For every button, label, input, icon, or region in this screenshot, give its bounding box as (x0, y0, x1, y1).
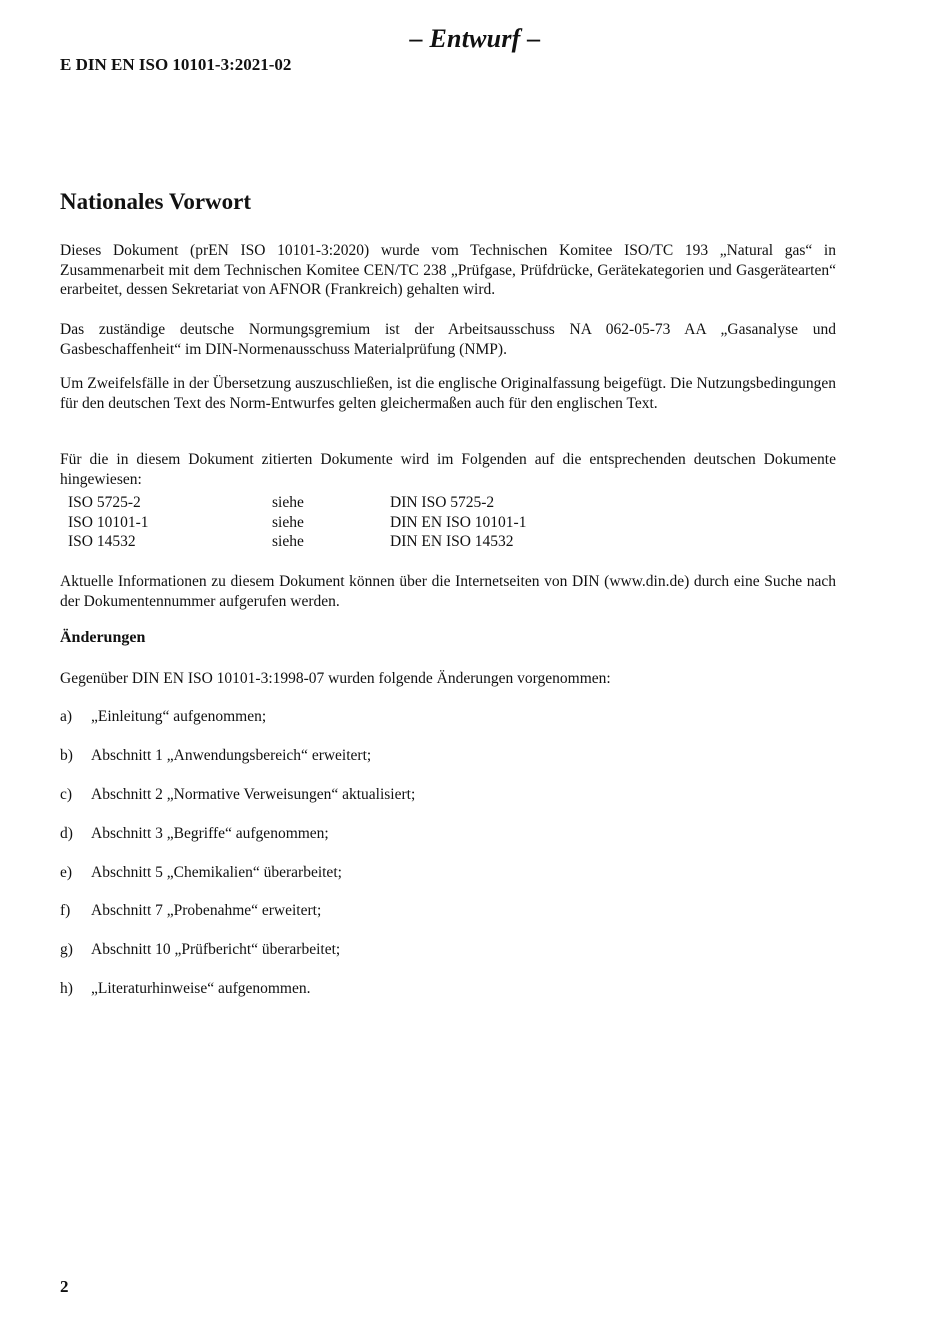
list-item-text: „Einleitung“ aufgenommen; (91, 708, 267, 725)
list-marker: e) (60, 864, 73, 881)
list-marker: f) (60, 902, 71, 919)
list-item-text: Abschnitt 2 „Normative Verweisungen“ aktualisiert; (91, 786, 416, 803)
list-marker: h) (60, 980, 73, 997)
table-row (68, 494, 526, 514)
table-row (68, 514, 526, 534)
paragraph-committee: Dieses Dokument (prEN ISO 10101-3:2020) wurde vom Technischen Komitee ISO/TC 193 „Natural gas“ in Zusammenarbeit mit dem Technischen Komitee CEN/TC 238 „Prüfgase, Prüfdrücke, Gerätekategorien und Gasgerätearten“ erarbeitet, dessen Sekretariat von AFNOR (Frankreich) gehalten wird. (60, 242, 836, 299)
reference-din-cell: DIN EN ISO 14532 (390, 533, 514, 551)
list-marker: c) (60, 786, 73, 803)
table-row (68, 533, 526, 553)
changes-heading: Änderungen (60, 629, 146, 646)
reference-see-cell: siehe (272, 513, 304, 531)
reference-iso-cell: ISO 5725-2 (68, 494, 141, 511)
reference-table (68, 494, 526, 553)
paragraph-standards-body: Das zuständige deutsche Normungsgremium ist der Arbeitsausschuss NA 062-05-73 AA „Gasanalyse und Gasbeschaffenheit“ im DIN-Normenausschuss Materialprüfung (NMP). (60, 321, 836, 358)
page-number: 2 (60, 1277, 69, 1296)
list-marker: a) (60, 708, 73, 725)
paragraph-online-info: Aktuelle Informationen zu diesem Dokument können über die Internetseiten von DIN (www.din.de) durch eine Suche nach der Dokumentennummer aufgerufen werden. (60, 573, 836, 610)
paragraph-references-intro: Für die in diesem Dokument zitierten Dokumente wird im Folgenden auf die entsprechenden deutschen Dokumente hingewiesen: (60, 451, 836, 488)
list-item-text: Abschnitt 5 „Chemikalien“ überarbeitet; (91, 864, 342, 881)
list-item-text: Abschnitt 1 „Anwendungsbereich“ erweitert; (91, 747, 372, 764)
list-item-text: „Literaturhinweise“ aufgenommen. (91, 980, 311, 997)
document-identifier: E DIN EN ISO 10101-3:2021-02 (60, 55, 292, 74)
reference-iso-cell: ISO 14532 (68, 533, 136, 551)
list-marker: g) (60, 941, 73, 958)
reference-iso-cell: ISO 10101-1 (68, 513, 149, 531)
list-item-text: Abschnitt 7 „Probenahme“ erweitert; (91, 902, 322, 919)
reference-see-cell: siehe (272, 494, 304, 511)
changes-intro: Gegenüber DIN EN ISO 10101-3:1998-07 wurden folgende Änderungen vorgenommen: (60, 670, 611, 687)
list-marker: b) (60, 747, 73, 764)
list-item-text: Abschnitt 3 „Begriffe“ aufgenommen; (91, 825, 329, 842)
section-title: Nationales Vorwort (60, 189, 252, 214)
reference-din-cell: DIN ISO 5725-2 (390, 494, 495, 511)
reference-din-cell: DIN EN ISO 10101-1 (390, 513, 527, 531)
reference-see-cell: siehe (272, 533, 304, 551)
list-marker: d) (60, 825, 73, 842)
draft-watermark-heading: – Entwurf – (409, 24, 541, 53)
paragraph-translation: Um Zweifelsfälle in der Übersetzung auszuschließen, ist die englische Originalfassung beigefügt. Die Nutzungsbedingungen für den deutschen Text des Norm-Entwurfes gelten gleichermaßen auch für den englischen Text. (60, 375, 836, 412)
list-item-text: Abschnitt 10 „Prüfbericht“ überarbeitet; (91, 941, 341, 958)
